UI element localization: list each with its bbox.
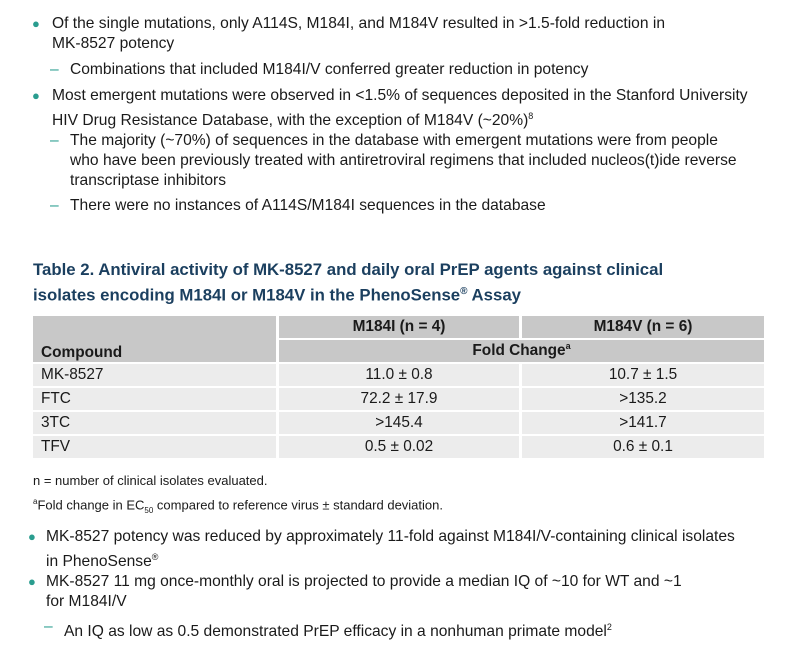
fold-change-header: Fold Change$^a$	[276, 340, 764, 362]
registered-sup: ®	[460, 286, 468, 297]
bullet-text: MK-8527 11 mg once-monthly oral is projected to provide a median IQ of ~10 for WT and ~1 for M184I/V	[46, 573, 682, 610]
bullet-dot-icon: ●	[28, 574, 36, 589]
sub-bullet-1	[50, 60, 780, 80]
sub-bullet-text: The majority (~70%) of sequences in the database with emergent mutations were from people who have been previously treated with antiretroviral regimens that included nucleos(t)ide reverse transcriptase inhibitors	[70, 132, 737, 189]
compound-cell: 3TC	[33, 412, 276, 434]
sub-bullet-text: An IQ as low as 0.5 demonstrated PrEP efficacy in a nonhuman primate model	[64, 623, 607, 641]
m184v-cell: 0.6 ± 0.1	[519, 436, 764, 458]
table-row	[33, 364, 764, 386]
compound-cell: MK-8527	[33, 364, 276, 386]
sub-bullet-3	[50, 196, 780, 216]
table-title-line2: isolates encoding M184I or M184V in the PhenoSense® Assay	[33, 285, 521, 305]
bullet-dot-icon: ●	[28, 529, 36, 544]
m184i-cell: 72.2 ± 17.9	[276, 388, 519, 410]
dash-icon: –	[50, 132, 59, 149]
sub-bullet-text: Combinations that included M184I/V conferred greater reduction in potency	[70, 61, 589, 78]
compound-cell: FTC	[33, 388, 276, 410]
table-title	[33, 259, 773, 307]
bullet-dot-icon: ●	[32, 16, 40, 31]
table-row	[33, 388, 764, 410]
m184i-cell: 0.5 ± 0.02	[276, 436, 519, 458]
sub-bullet-text: There were no instances of A114S/M184I sequences in the database	[70, 197, 546, 214]
table-row	[33, 436, 764, 458]
bullet-text: Of the single mutations, only A114S, M184I, and M184V resulted in >1.5-fold reduction in MK-8527 potency	[52, 15, 665, 52]
citation-sup: 8	[528, 111, 534, 121]
antiviral-table	[33, 314, 764, 460]
bullet-1	[32, 14, 782, 54]
footnote-a: $^a$Fold change in $EC_{50}$ compared to reference virus ± standard deviation.	[33, 497, 443, 515]
m184i-cell: >145.4	[276, 412, 519, 434]
table-title-line1: Table 2. Antiviral activity of MK-8527 and daily oral PrEP agents against clinical	[33, 260, 664, 279]
registered-sup: ®	[151, 552, 159, 562]
sub-bullet-2	[50, 131, 782, 191]
footnote-n: n = number of clinical isolates evaluated.	[33, 473, 268, 488]
compound-header: Compound	[33, 316, 276, 362]
bullet-3	[28, 527, 781, 572]
m184v-header: M184V (n = 6)	[519, 316, 764, 338]
m184v-cell: >135.2	[519, 388, 764, 410]
bullet-4	[28, 572, 781, 612]
sub-bullet-4	[44, 617, 779, 642]
dash-icon: –	[44, 618, 53, 635]
m184v-cell: 10.7 ± 1.5	[519, 364, 764, 386]
citation-sup: 2	[606, 622, 612, 632]
m184i-cell: 11.0 ± 0.8	[276, 364, 519, 386]
bullet-text: Most emergent mutations were observed in <1.5% of sequences deposited in the Stanford University HIV Drug Resistance Database, with the exception of M184V (~20%)	[52, 87, 748, 130]
dash-icon: –	[50, 61, 59, 78]
m184i-header: M184I (n = 4)	[276, 316, 519, 338]
bullet-text: MK-8527 potency was reduced by approximately 11-fold against M184I/V-containing clinical isolates in PhenoSense	[46, 528, 735, 571]
m184v-cell: >141.7	[519, 412, 764, 434]
compound-cell: TFV	[33, 436, 276, 458]
bullet-2	[32, 86, 782, 131]
bullet-dot-icon: ●	[32, 88, 40, 103]
table-row	[33, 412, 764, 434]
dash-icon: –	[50, 197, 59, 214]
